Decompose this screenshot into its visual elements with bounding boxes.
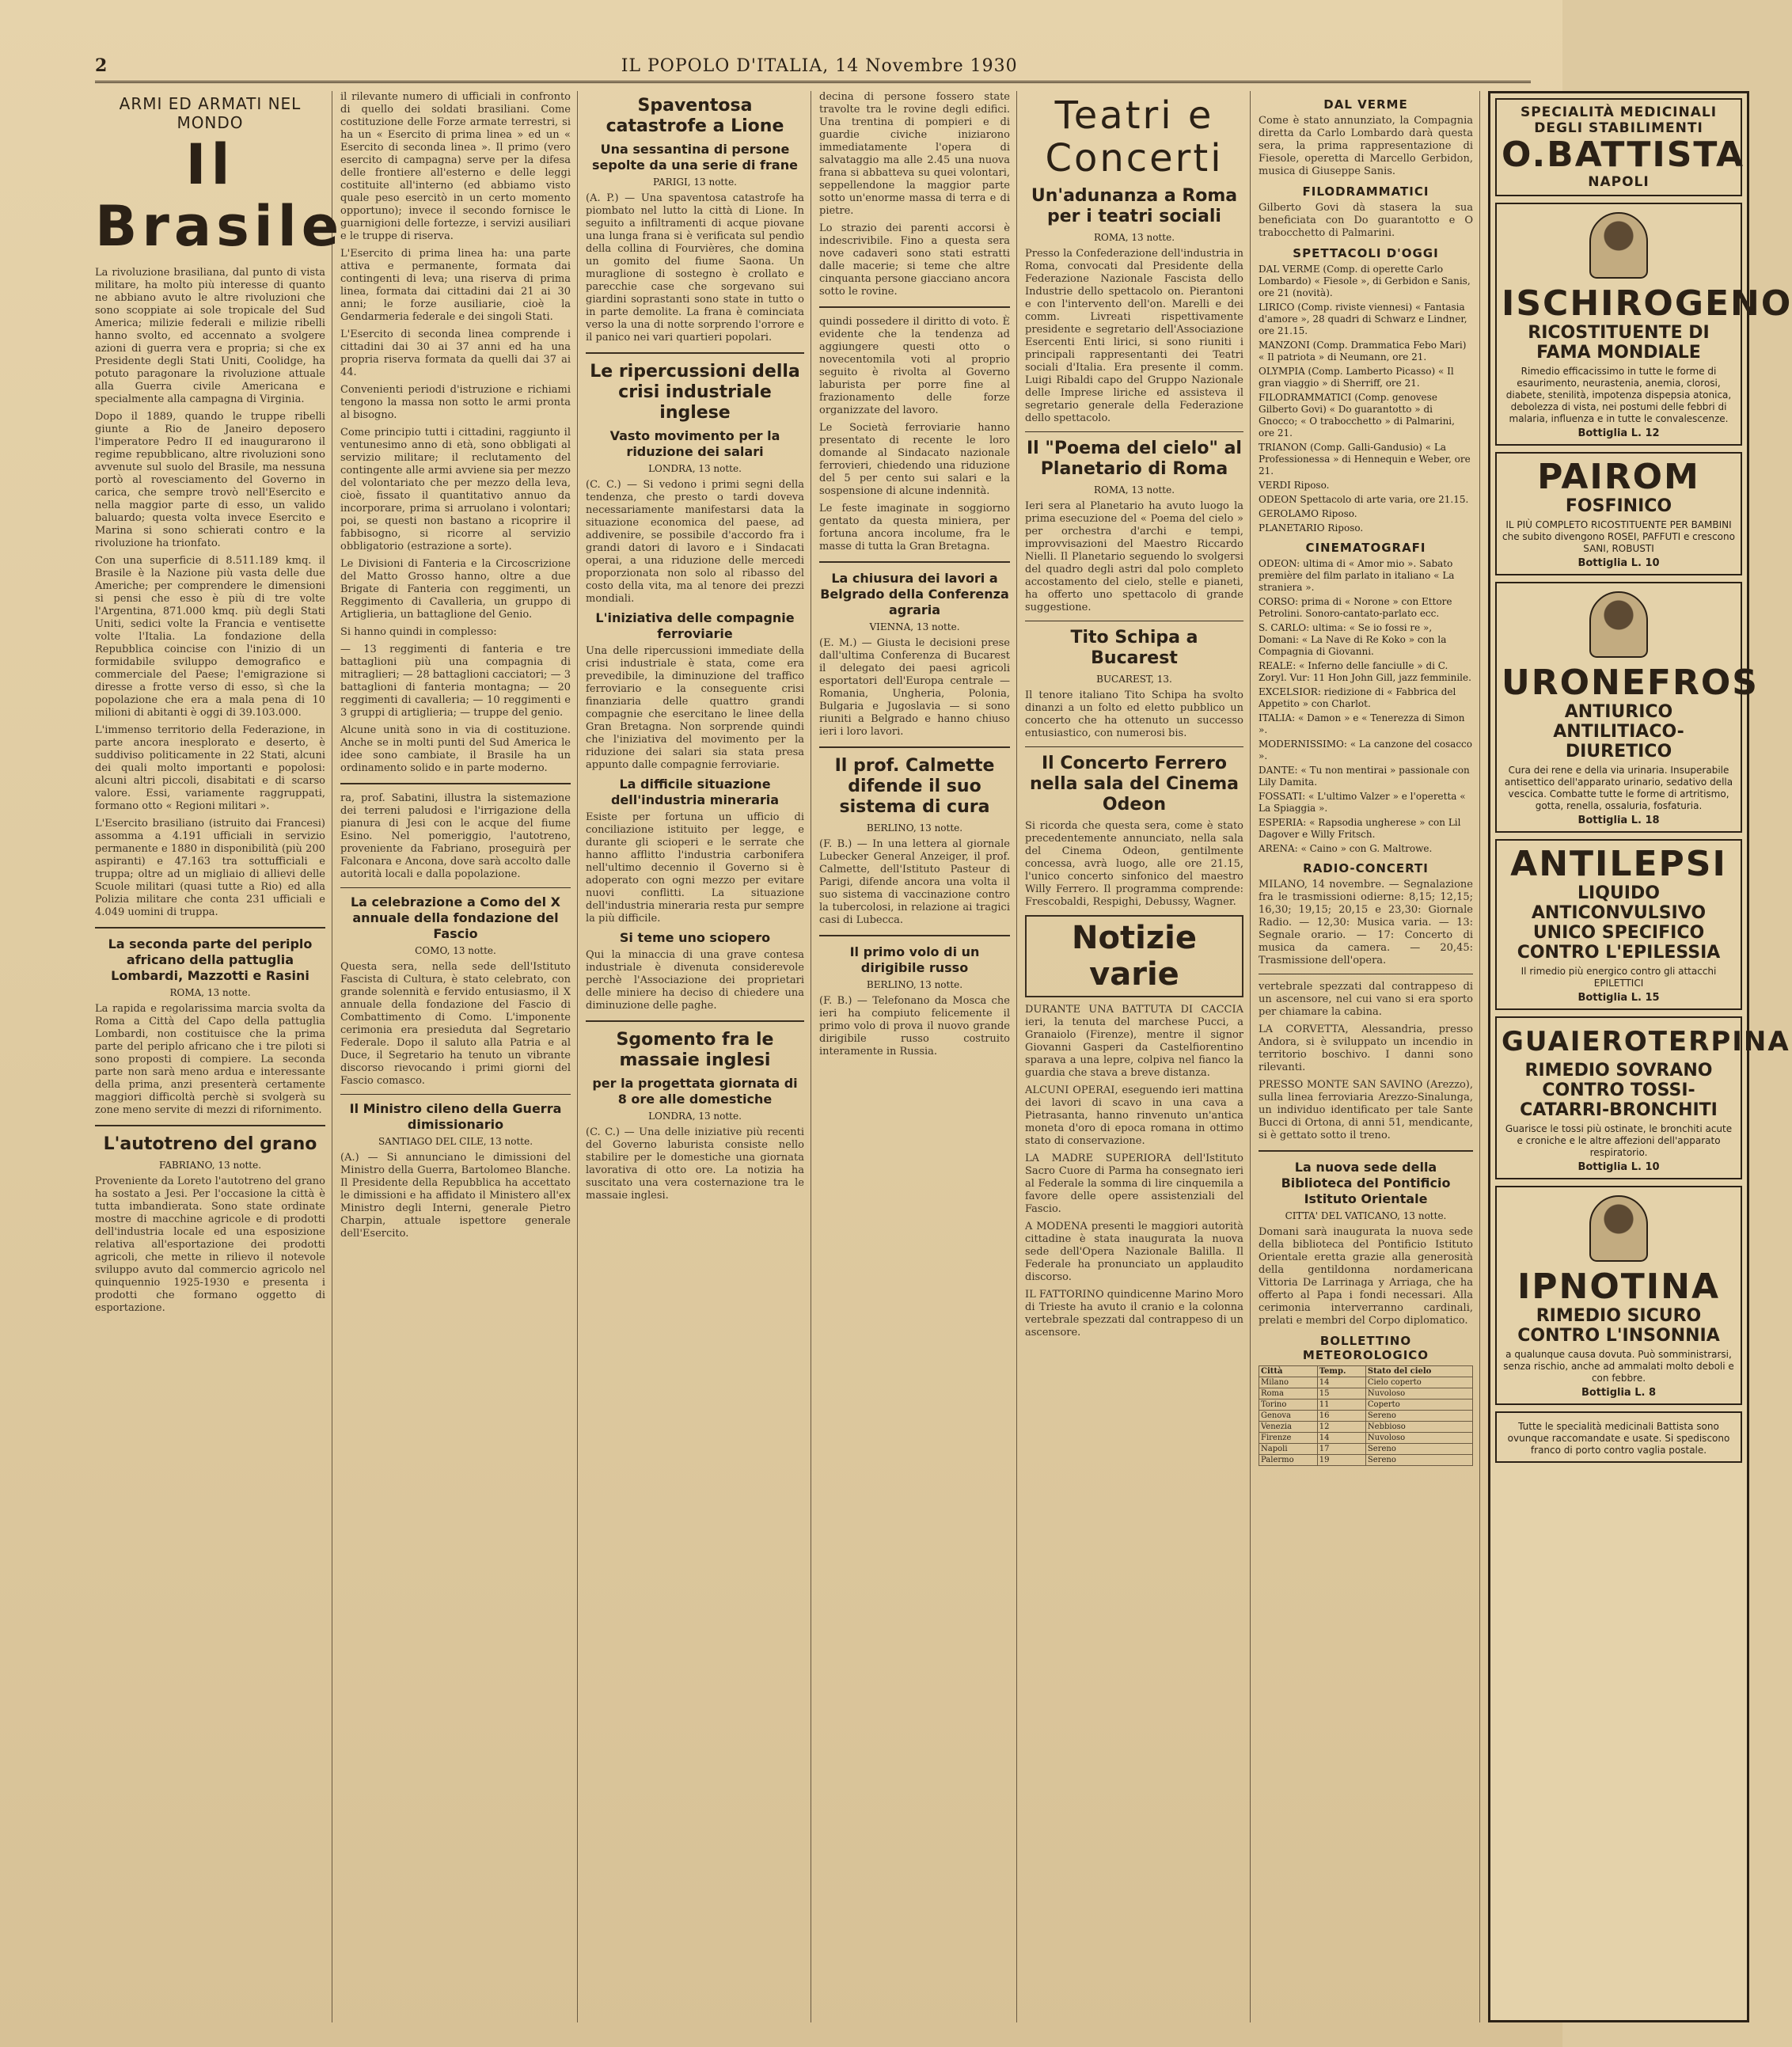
dateline: BERLINO, 13 notte. — [866, 979, 963, 990]
article-paragraph: Gilberto Govi dà stasera la sua beneficiata con Do guarantotto e O trabocchetto di Palmarini. — [1259, 202, 1473, 239]
ad-ischirogeno — [1495, 203, 1792, 446]
ad-tagline: ANTIURICO ANTILITIACO-DIURETICO — [1553, 702, 1684, 761]
article-paragraph: L'Esercito di prima linea ha: una parte attiva e permanente, formata dai contingenti di leva; una riserva di prima linea, formata dai cittadini dai 21 ai 30 anni; le forze ausiliarie, cioè la Gendarmeria federale e dei singoli Stati. — [340, 248, 571, 323]
page-number: 2 — [95, 55, 108, 76]
show-listing: FILODRAMMATICI (Comp. genovese Gilberto Govi) « Do guarantotto » di Gnocco; « O trabocchetto » di Palmarini, ore 21. — [1259, 392, 1455, 439]
masthead — [95, 55, 1531, 83]
advertisement-column — [1488, 91, 1792, 2022]
article-headline: Il "Poema del cielo" al Planetario di Roma — [1027, 439, 1242, 479]
news-item: A MODENA presenti le maggiori autorità cittadine è stata inaugurata la nuova sede dell'Opera Nazionale Balilla. Il Federale ha pronunciato un applaudito discorso. — [1025, 1221, 1243, 1283]
dateline: LONDRA, 13 notte. — [648, 1111, 742, 1122]
unit-list: — 13 reggimenti di fanteria e tre battaglioni più una compagnia di mitraglieri; — 28 battaglioni cacciatori; — 3 battaglioni di fanteria montagna; — 20 reggimenti di cavalleria; — 10 reggimenti e 3 gruppi di artiglieria; — truppe del genio. — [340, 644, 571, 719]
divider — [586, 1020, 804, 1022]
show-listing: OLYMPIA (Comp. Lamberto Picasso) « Il gran viaggio » di Sherriff, ore 21. — [1259, 366, 1454, 389]
article-paragraph: Qui la minaccia di una grave contesa industriale è divenuta considerevole perchè l'Associazione dei proprietari delle miniere ha deciso di chiedere una diminuzione delle paghe. — [586, 949, 804, 1012]
article-subhead: Si hanno quindi in complesso: — [340, 626, 497, 638]
ad-tagline: RIMEDIO SOVRANO CONTRO TOSSI-CATARRI-BRONCHITI — [1520, 1061, 1718, 1120]
article-paragraph: (F. B.) — In una lettera al giornale Lubecker General Anzeiger, il prof. Calmette, dell'Istituto Pasteur di Parigi, difende ancora una volta il suo sistema di vaccinazione contro la tubercolosi, in relazione ai tragici casi di Lubecca. — [819, 838, 1010, 926]
news-item: PRESSO MONTE SAN SAVINO (Arezzo), sulla linea ferroviaria Arezzo-Sinalunga, un individuo identificato per tale Sante Bucci di Ortona, di anni 51, mendicante, si è gettato sotto il treno. — [1259, 1079, 1473, 1141]
column-6 — [1259, 91, 1480, 2022]
ad-price: Bottiglia L. 12 — [1577, 427, 1660, 439]
article-paragraph: decina di persone fossero state travolte tra le rovine degli edifici. Una trentina di pompieri e di guardie civiche iniziarono immediatamente l'opera di salvataggio ma alle 2.45 una nuova frana si abbatteva su quei volontari, seppellendone la maggior parte sotto un'enorme massa di terra e di pietre. — [819, 91, 1010, 217]
weather-cell: Sereno — [1365, 1455, 1472, 1466]
article-paragraph: Presso la Confederazione dell'industria in Roma, convocati dal Presidente della Federazione Nazionale Fascista dello Industrie dello spettacolo on. Pierantoni e con l'intervento dell'on. Marelli e dei comm. Livreati rispettivamente presidente e segretario dell'Associazione Esercenti Enti lirici, si sono riuniti i principali rappresentanti dei Teatri sociali d'Italia. Era presente il comm. Luigi Ribaldi capo del Gruppo Nazionale delle Imprese liriche ed assisteva il segretario generale della Federazione dello spettacolo. — [1025, 248, 1243, 424]
cinema-listing: ESPERIA: « Rapsodia ungherese » con Lil Dagover e Willy Fritsch. — [1259, 817, 1461, 840]
divider — [819, 306, 1010, 308]
divider — [819, 561, 1010, 563]
article-paragraph: (C. C.) — Una delle iniziative più recenti del Governo laburista consiste nello stabilire per le domestiche una giornata lavorativa di otto ore. La notizia ha suscitato una vera costernazione tra le massaie inglesi. — [586, 1126, 804, 1202]
weather-cell: Coperto — [1365, 1399, 1472, 1411]
article-paragraph: Come principio tutti i cittadini, raggiunto il ventunesimo anno di età, sono obbligati al servizio militare; il reclutamento del contingente alle armi avviene sia per mezzo del volontariato che per mezzo della leva, cioè, fissato il quantitativo annuo da incorporare, prima si arruolano i volontari; poi, se questi non bastano a ricoprire il fabbisogno, si ricorre al servizio obbligatorio (estrazione a sorte). — [340, 427, 571, 553]
weather-cell: Sereno — [1365, 1411, 1472, 1422]
weather-cell: Nuvoloso — [1365, 1433, 1472, 1444]
divider — [819, 746, 1010, 748]
article-headline: Il Brasile — [95, 132, 344, 259]
article-paragraph: Domani sarà inaugurata la nuova sede della biblioteca del Pontificio Istituto Orientale eretta grazie alla generosità della gentildonna nordamericana Vittoria De Larrinaga y Arriaga, che ha offerto al Papa i fondi necessari. Alla cerimonia interverranno cardinali, prelati e membri del Corpo diplomatico. — [1259, 1226, 1473, 1327]
ad-pairom — [1495, 452, 1742, 575]
news-item: LA MADRE SUPERIORA dell'Istituto Sacro Cuore di Parma ha consegnato ieri al Federale la somma di lire cinquemila a favore delle opere assistenziali del Fascio. — [1025, 1153, 1243, 1215]
cinema-listing: ITALIA: « Damon » e « Tenerezza di Simon ». — [1259, 712, 1465, 735]
weather-cell: 14 — [1317, 1377, 1365, 1388]
column-5 — [1025, 91, 1251, 2022]
article-headline: Spaventosa catastrofe a Lione — [606, 96, 784, 136]
show-listing: TRIANON (Comp. Galli-Gandusio) « La Professionessa » di Hennequin e Weber, ore 21. — [1259, 442, 1471, 477]
section-title: Notizie varie — [1025, 915, 1243, 997]
column-3 — [586, 91, 811, 2022]
cinema-listing: CORSO: prima di « Norone » con Ettore Petrolini. Sonoro-cantato-parlato ecc. — [1259, 596, 1452, 619]
portrait-illustration — [1589, 591, 1648, 658]
weather-cell: Roma — [1259, 1388, 1318, 1399]
ad-brand: PAIROM — [1537, 457, 1700, 497]
cinema-listing: REALE: « Inferno delle fanciulle » di C. Zoryl. Vur: 11 Hon John Gill, jazz femminile. — [1259, 660, 1471, 683]
ad-battista-header — [1495, 98, 1745, 196]
cinema-listing: DANTE: « Tu non mentirai » passionale con Lily Damita. — [1259, 765, 1470, 788]
dateline: BUCAREST, 13. — [1096, 674, 1172, 685]
ad-price: Bottiglia L. 8 — [1581, 1387, 1657, 1399]
dateline: VIENNA, 13 notte. — [869, 621, 960, 632]
article-paragraph: Come è stato annunziato, la Compagnia diretta da Carlo Lombardo darà questa sera, la prima rappresentazione di Fiesole, operetta di Marcello Gerbidon, musica di Giuseppe Sanis. — [1259, 115, 1473, 177]
article-subheadline: Vasto movimento per la riduzione dei salari — [609, 428, 780, 459]
weather-header-cell: Città — [1259, 1366, 1318, 1377]
ad-line: SPECIALITÀ MEDICINALI — [1520, 104, 1718, 120]
dateline: COMO, 13 notte. — [415, 945, 496, 956]
weather-header-cell: Temp. — [1317, 1366, 1365, 1377]
weather-cell: Milano — [1259, 1377, 1318, 1388]
weather-header-cell: Stato del cielo — [1365, 1366, 1472, 1377]
article-paragraph: quindi possedere il diritto di voto. È evidente che la tendenza ad aggiungere questi otto o novecentomila voti al proprio seguito è rivolta al Governo laburista per porre fine al frazionamento delle forze organizzate del lavoro. — [819, 316, 1010, 416]
cinema-listing: EXCELSIOR: riedizione di « Fabbrica del Appetito » con Charlot. — [1259, 686, 1456, 709]
dateline: ROMA, 13 notte. — [1093, 484, 1175, 496]
weather-cell: 17 — [1317, 1444, 1365, 1455]
ad-antilepsi — [1495, 839, 1742, 1010]
dateline: LONDRA, 13 notte. — [648, 463, 742, 474]
cinema-listing: S. CARLO: ultima: « Se io fossi re », Domani: « La Nave di Re Koko » con la Compagnia di Giovanni. — [1259, 622, 1447, 657]
ad-footer-note — [1495, 1411, 1742, 1463]
listings-title: RADIO-CONCERTI — [1303, 861, 1429, 875]
ad-brand: ANTILEPSI — [1510, 844, 1727, 884]
weather-cell: Sereno — [1365, 1444, 1472, 1455]
weather-cell: 12 — [1317, 1422, 1365, 1433]
column-4 — [819, 91, 1017, 2022]
article-paragraph: Le Società ferroviarie hanno presentato di recente le loro domande al Sindacato nazionale ferrovieri, chiedendo una riduzione del 5 per cento sui salari e la sospensione di alcune indennità. — [819, 422, 1010, 497]
article-subhead: La difficile situazione dell'industria mineraria — [610, 777, 780, 807]
show-listing: PLANETARIO Riposo. — [1259, 522, 1364, 534]
ad-text: Rimedio efficacissimo in tutte le forme di esaurimento, neurastenia, anemia, clorosi, diabete, stenilità, impotenza dispepsia atonica, debolezza di vista, nei postumi delle febbri di malaria, influenza e in tutte le convalescenze. — [1505, 366, 1732, 424]
article-headline: Sgomento fra le massaie inglesi — [616, 1030, 774, 1070]
ad-price: Bottiglia L. 10 — [1577, 1161, 1660, 1173]
column-1 — [95, 91, 344, 2022]
ad-brand: O.BATTISTA — [1502, 135, 1745, 175]
ad-text: Il rimedio più energico contro gli attacchi EPILETTICI — [1521, 966, 1717, 989]
article-headline: Il primo volo di un dirigibile russo — [849, 944, 980, 975]
article-paragraph: Proveniente da Loreto l'autotreno del grano ha sostato a Jesi. Per l'occasione la città è tutta imbandierata. Sono state ordinate mostre di macchine agricole e di prodotti dell'industria locale ed una esposizione relativa all'esportazione dei prodotti agricoli, che mette in rilievo il notevole sviluppo avuto dal commercio agricolo nel quinquennio 1925-1930 e presenta i prodotti che formano oggetto di esportazione. — [95, 1175, 325, 1314]
shows-list — [1259, 264, 1473, 534]
ad-uronefros — [1495, 582, 1759, 833]
show-listing: MANZONI (Comp. Drammatica Febo Mari) « Il patriota » di Neumann, ore 21. — [1259, 340, 1467, 363]
weather-row — [1259, 1422, 1473, 1433]
ad-text: a qualunque causa dovuta. Può somministrarsi, senza rischio, anche ad ammalati molto deboli e con febbre. — [1503, 1349, 1734, 1384]
article-subheadline: Una sessantina di persone sepolte da una serie di frane — [592, 142, 798, 173]
divider — [586, 352, 804, 354]
article-paragraph: L'immenso territorio della Federazione, in parte ancora inesplorato e deserto, è suddiviso politicamente in 22 Stati, alcuni dei quali molto importanti e popolosi: alcuni altri piccoli, disabitati e di scarso valore. Essi, variamente raggruppati, formano otto « Regioni militari ». — [95, 724, 325, 812]
article-paragraph: L'Esercito di seconda linea comprende i cittadini dai 30 ai 37 anni ed ha una propria riserva formata da quelli dai 37 ai 44. — [340, 329, 571, 378]
article-paragraph: (A. P.) — Una spaventosa catastrofe ha piombato nel lutto la città di Lione. In seguito a infiltramenti di acque piovane una lunga frana si è verificata sul pendìo della collina di Fourvières, che domina un gomito del fiume Saona. Un muraglione di sostegno è crollato e parecchie case che sorgevano sui giardini soprastanti sono state in tutto o in parte demolite. La frana è cominciata verso la una di notte sorprendo l'orrore e il panico nei vari quartieri popolari. — [586, 192, 804, 344]
portrait-illustration — [1589, 212, 1648, 279]
weather-row — [1259, 1377, 1473, 1388]
ad-price: Bottiglia L. 18 — [1577, 815, 1660, 826]
article-headline: Il Concerto Ferrero nella sala del Cinema Odeon — [1029, 754, 1240, 815]
article-headline: Il Ministro cileno della Guerra dimissionario — [349, 1101, 562, 1132]
show-listing: GEROLAMO Riposo. — [1259, 508, 1357, 519]
show-listing: VERDI Riposo. — [1259, 480, 1330, 491]
ad-line: DEGLI STABILIMENTI — [1534, 120, 1703, 136]
article-paragraph: L'Esercito brasiliano (istruito dai Francesi) assomma a 4.191 ufficiali in servizio permanente e 1880 in disponibilità (più 200 aspiranti) e 47.163 tra sottufficiali e truppa; oltre ad un migliaio di allievi delle Scuole militari (quasi tutte a Rio) ed alla Polizia militare che conta 231 ufficiali e 4.049 uomini di truppa. — [95, 818, 325, 918]
weather-cell: Cielo coperto — [1365, 1377, 1472, 1388]
ad-guaieroterpina — [1495, 1016, 1790, 1179]
newspaper-title-date: IL POPOLO D'ITALIA, 14 Novembre 1930 — [621, 55, 1018, 76]
article-paragraph: Dopo il 1889, quando le truppe ribelli giunte a Rio de Janeiro deposero l'imperatore Pedro II ed inaugurarono il regime repubblicano, altre rivoluzioni sono avvenute sul suolo del Brasile, ma nessuna portò al rovesciamento del Governo in carica, che sempre trovò nell'Esercito e nella maggior parte di esso, un valido baluardo; questa volta invece Esercito e Marina si sono schierati contro e la rivoluzione ha trionfato. — [95, 411, 325, 549]
article-paragraph: Questa sera, nella sede dell'Istituto Fascista di Cultura, è stato celebrato, con grande solennità e fervido entusiasmo, il X annuale della fondazione del Fascio di Combattimento di Como. L'imponente cerimonia era presieduta dal Segretario Federale. Dopo il saluto alla Patria e al Duce, il Segretario ha tenuto un vibrante discorso rievocando i primi giorni del Fascio comasco. — [340, 961, 571, 1087]
weather-cell: Venezia — [1259, 1422, 1318, 1433]
theatre-title: DAL VERME — [1323, 97, 1408, 112]
weather-header-row — [1259, 1366, 1473, 1377]
article-headline: Le ripercussioni della crisi industriale inglese — [590, 362, 800, 423]
ad-tagline: RIMEDIO SICURO CONTRO L'INSONNIA — [1517, 1306, 1720, 1346]
ad-brand: GUAIEROTERPINA — [1502, 1026, 1790, 1058]
article-paragraph: La rapida e regolarissima marcia svolta da Roma a Città del Capo della pattuglia Lombardi, non costituisce che la prima parte del periplo africano che i tre piloti si sono proposti di compiere. La seconda parte non sarà meno ardua e interessante della prima, anzi presenterà certamente maggiori difficoltà perchè si svolgerà su zone meno servite di mezzi di rifornimento. — [95, 1003, 325, 1116]
divider — [340, 887, 571, 888]
divider — [1025, 431, 1243, 432]
dateline: BERLINO, 13 notte. — [866, 822, 963, 834]
weather-row — [1259, 1399, 1473, 1411]
article-headline: Il prof. Calmette difende il suo sistema di cura — [834, 756, 995, 817]
columns-grid — [95, 91, 1792, 2022]
article-paragraph: (A.) — Si annunciano le dimissioni del Ministro della Guerra, Bartolomeo Blanche. Il Presidente della Repubblica ha accettato le dimissioni e ha affidato il Ministero all'ex Ministro degli Interni, generale Pietro Charpin, attuale ispettore generale dell'Esercito. — [340, 1152, 571, 1240]
weather-cell: Napoli — [1259, 1444, 1318, 1455]
ad-tagline: RICOSTITUENTE DI FAMA MONDIALE — [1528, 323, 1710, 363]
ad-brand: IPNOTINA — [1517, 1267, 1721, 1307]
divider — [819, 935, 1010, 936]
divider — [340, 783, 571, 784]
ad-text: Cura dei rene e della via urinaria. Insuperabile antisettico dell'apparato urinario, sedativo della vescica. Combatte tutte le forme di artritismo, gotta, renella, ossaluria, fosfaturia. — [1504, 765, 1733, 811]
weather-cell: 16 — [1317, 1411, 1365, 1422]
weather-row — [1259, 1444, 1473, 1455]
news-item: IL FATTORINO quindicenne Marino Moro di Trieste ha avuto il cranio e la colonna vertebrale spezzati dal contrappeso di un ascensore. — [1025, 1289, 1243, 1339]
weather-cell: Nebbioso — [1365, 1422, 1472, 1433]
listings-title: SPETTACOLI D'OGGI — [1293, 246, 1439, 260]
weather-cell: 15 — [1317, 1388, 1365, 1399]
article-paragraph: il rilevante numero di ufficiali in confronto di quello dei soldati brasiliani. Come costituzione delle Forze armate terrestri, si ha un « Esercito di prima linea » ed un « Esercito di seconda linea ». Il primo (vero esercito di campagna) serve per la difesa delle frontiere all'esterno e delle leggi costituite all'interno (ed abbiamo visto quale peso esercitò in un certo momento opportuno); invece il secondo fornisce le guarnigioni delle fortezze, i servizi ausiliari e le truppe di riserva. — [340, 91, 571, 242]
article-paragraph: (E. M.) — Giusta le decisioni prese dall'ultima Conferenza di Bucarest il delegato dei paesi agricoli esportatori dell'Europa centrale — Romania, Ungheria, Polonia, Bulgaria e Jugoslavia — si sono riuniti a Belgrado e hanno chiuso ieri i loro lavori. — [819, 637, 1010, 738]
ad-brand: URONEFROS — [1502, 663, 1759, 703]
article-paragraph: Con una superficie di 8.511.189 kmq. il Brasile è la Nazione più vasta delle due Americhe; per comprendere le dimensioni si pensi che esso è più di tre volte l'Argentina, 871.000 kmq. più degli Stati Uniti, sedici volte la Francia e ventisette volte l'Italia. La fondazione della Repubblica coincise con l'inizio di un formidabile sviluppo demografico e commerciale del Paese; l'emigrazione si diresse a frotte verso di esso, sì che la popolazione che era a mala pena di 10 milioni di abitanti è oggi di 39.103.000. — [95, 555, 325, 719]
weather-cell: 19 — [1317, 1455, 1365, 1466]
show-listing: ODEON Spettacolo di arte varia, ore 21.15. — [1259, 494, 1469, 505]
article-paragraph: Le feste imaginate in soggiorno gentato da questa miniera, per fortuna ancora incolume, fra le masse di tutta la Gran Bretagna. — [819, 503, 1010, 553]
news-item: vertebrale spezzati dal contrappeso di un ascensore, nel cui vano si era sporto per chiamare la cabina. — [1259, 981, 1473, 1018]
news-item: ALCUNI OPERAI, eseguendo ieri mattina dei lavori di scavo in una cava a Pietrasanta, hanno rinvenuto un'antica moneta d'oro di epoca romana in ottimo stato di conservazione. — [1025, 1084, 1243, 1147]
weather-row — [1259, 1455, 1473, 1466]
divider — [1025, 746, 1243, 747]
cinema-listing: MODERNISSIMO: « La canzone del cosacco ». — [1259, 739, 1472, 761]
ad-tagline: FOSFINICO — [1565, 496, 1672, 516]
dateline: ROMA, 13 notte. — [169, 987, 251, 998]
article-paragraph: Il tenore italiano Tito Schipa ha svolto dinanzi a un folto ed eletto pubblico un concerto che ha ottenuto un successo entusiastico, con numerosi bis. — [1025, 689, 1243, 739]
radio-listing: MILANO, 14 novembre. — Segnalazione fra le trasmissioni odierne: 8,15; 12,15; 16,30; 19,15; 20,15 e 23,30: Giornale Radio. — 12,30: Musica varia. — 13: Segnale orario. — 17: Concerto di musica da camera. — 20,45: Trasmissione dell'opera. — [1259, 879, 1473, 967]
article-headline: L'autotreno del grano — [103, 1134, 317, 1154]
dateline: ROMA, 13 notte. — [1093, 232, 1175, 243]
listings-title: CINEMATOGRAFI — [1305, 541, 1426, 555]
divider — [1259, 1150, 1473, 1152]
news-item: LA CORVETTA, Alessandria, presso Andora, si è sviluppato un incendio in territorio boschivo. I danni sono rilevanti. — [1259, 1024, 1473, 1073]
ad-ipnotina — [1495, 1186, 1742, 1405]
weather-row — [1259, 1388, 1473, 1399]
divider — [95, 1125, 325, 1126]
ad-brand: ISCHIROGENO — [1502, 283, 1792, 324]
weather-table — [1259, 1365, 1473, 1466]
article-subheadline: per la progettata giornata di 8 ore alle domestiche — [592, 1076, 798, 1107]
column-2 — [340, 91, 578, 2022]
weather-row — [1259, 1433, 1473, 1444]
article-headline: Tito Schipa a Bucarest — [1070, 628, 1198, 668]
ad-text: Tutte le specialità medicinali Battista sono ovunque raccomandate e usate. Si spediscono franco di porto contro vaglia postale. — [1507, 1421, 1730, 1456]
article-paragraph: La rivoluzione brasiliana, dal punto di vista militare, ha molto più interesse di quanto ne abbiano avuto le altre rivoluzioni che sono scoppiate ai sole tropicale del Sud America; milizie federali e milizie ribelli hanno svolto, ed accennato a svolgere azioni di guerra vera e propria; si che ex Presidente degli Stati Uniti, Coolidge, ha potuto paragonare la rivoluzione attuale alla Guerra civile Americana e specialmente alla campagna di Virginia. — [95, 267, 325, 405]
cinema-list — [1259, 558, 1473, 855]
article-headline: La nuova sede della Biblioteca del Pontificio Istituto Orientale — [1281, 1160, 1451, 1206]
article-paragraph: ra, prof. Sabatini, illustra la sistemazione dei terreni paludosi e l'irrigazione della pianura di Jesi con le acque del fiume Esino. Nel pomeriggio, l'autotreno, proveniente da Fabriano, proseguirà per Falconara e Ancona, dove sarà accolto dalle autorità locali e dalla popolazione. — [340, 792, 571, 880]
divider — [340, 1094, 571, 1095]
article-paragraph: Convenienti periodi d'istruzione e richiami tengono la massa non sotto le armi pronta al bisogno. — [340, 384, 571, 421]
weather-cell: Torino — [1259, 1399, 1318, 1411]
article-headline: La seconda parte del periplo africano della pattuglia Lombardi, Mazzotti e Rasini — [108, 936, 313, 983]
ad-price: Bottiglia L. 10 — [1577, 557, 1660, 569]
article-paragraph: Una delle ripercussioni immediate della crisi industriale è stata, come era prevedibile, la diminuzione del traffico ferroviario e la conseguente crisi finanziaria delle quattro grandi compagnie che esercitano le linee della Gran Bretagna. Non sorprende quindi che l'iniziativa del movimento per la riduzione dei salari sia stata presa appunto dalle compagnie ferroviarie. — [586, 645, 804, 771]
divider — [95, 927, 325, 929]
ad-tagline: LIQUIDO ANTICONVULSIVO UNICO SPECIFICO CONTRO L'EPILESSIA — [1517, 883, 1721, 963]
article-paragraph: Lo strazio dei parenti accorsi è indescrivibile. Fino a questa sera nove cadaveri sono stati estratti dalle macerie; si teme che altre cinquanta persone giacciano ancora sotto le rovine. — [819, 222, 1010, 298]
weather-cell: Palermo — [1259, 1455, 1318, 1466]
weather-title: BOLLETTINO METEOROLOGICO — [1302, 1334, 1429, 1362]
weather-cell: 14 — [1317, 1433, 1365, 1444]
article-subhead: Si teme uno sciopero — [619, 930, 771, 945]
ad-price: Bottiglia L. 15 — [1577, 992, 1660, 1004]
article-paragraph: (C. C.) — Si vedono i primi segni della tendenza, che presto o tardi doveva necessariamente manifestarsi data la situazione economica del paese, ad addivenire, se possibile d'accordo fra i grandi datori di lavoro e i Sindacati operai, a una riduzione delle mercedi proporzionata non solo al ribasso del costo della vita, ma al tenore dei prezzi mondiali. — [586, 479, 804, 605]
news-item: DURANTE UNA BATTUTA DI CACCIA ieri, la tenuta del marchese Pucci, a Granaiolo (Firenze), mentre il signor Giovanni Gasperi da Castelfiorentino sparava a una lepre, colpiva nel fianco la guardia che stava a breve distanza. — [1025, 1004, 1243, 1079]
article-paragraph: Ieri sera al Planetario ha avuto luogo la prima esecuzione del « Poema del cielo » per orchestra d'archi e tempi, improvvisazioni del Maestro Riccardo Nielli. Il Planetario seguendo lo svolgersi del quadro degli astri dal polo completo accostamento del cielo, stelle e pianeti, ha offerto uno spettacolo di grande suggestione. — [1025, 500, 1243, 613]
section-title: Teatri e Concerti — [1045, 93, 1224, 180]
portrait-illustration — [1589, 1195, 1648, 1262]
ad-city: NAPOLI — [1588, 174, 1650, 190]
article-headline: La chiusura dei lavori a Belgrado della Conferenza agraria — [820, 571, 1009, 617]
cinema-listing: FOSSATI: « L'ultimo Valzer » e l'operetta « La Spiaggia ». — [1259, 791, 1466, 814]
article-kicker: ARMI ED ARMATI NEL MONDO — [119, 94, 302, 132]
dateline: FABRIANO, 13 notte. — [158, 1160, 262, 1171]
cinema-listing: ODEON: ultima di « Amor mio ». Sabato première del film parlato in italiano « La straniera ». — [1259, 558, 1455, 593]
article-subhead: L'iniziativa delle compagnie ferroviarie — [595, 610, 795, 641]
article-headline: La celebrazione a Como del X annuale della fondazione del Fascio — [350, 894, 560, 941]
ad-text: Guarisce le tossi più ostinate, le bronchiti acute e croniche e le altre affezioni dell'apparato respiratorio. — [1505, 1123, 1733, 1158]
weather-cell: Genova — [1259, 1411, 1318, 1422]
cinema-listing: ARENA: « Caino » con G. Maltrowe. — [1259, 843, 1433, 854]
article-paragraph: Si ricorda che questa sera, come è stato precedentemente annunciato, nella sala del Cinema Odeon, gentilmente concessa, avrà luogo, alle ore 21.15, l'unico concerto sinfonico del maestro Willy Ferrero. Il programma comprende: Frescobaldi, Respighi, Debussy, Wagner. — [1025, 820, 1243, 908]
article-paragraph: Esiste per fortuna un ufficio di conciliazione istituito per legge, e durante gli scioperi e le serrate che hanno afflitto l'industria carbonifera nell'ultimo decennio il Governo si è adoperato con ogni mezzo per evitare nuovi conflitti. La situazione dell'industria mineraria resta pur sempre la più difficile. — [586, 811, 804, 925]
show-listing: LIRICO (Comp. riviste viennesi) « Fantasia d'amore », 28 quadri di Schwarz e Lindner, ore 21.15. — [1259, 302, 1467, 336]
article-paragraph: Alcune unità sono in via di costituzione. Anche se in molti punti del Sud America le idee sono cambiate, il Brasile ha un ordinamento solido e in parte moderno. — [340, 724, 571, 774]
weather-row — [1259, 1411, 1473, 1422]
dateline: CITTA' DEL VATICANO, 13 notte. — [1285, 1210, 1447, 1221]
ad-text: IL PIÙ COMPLETO RICOSTITUENTE PER BAMBINI che subito divengono ROSEI, PAFFUTI e crescono SANI, ROBUSTI — [1502, 519, 1735, 554]
dateline: PARIGI, 13 notte. — [653, 177, 737, 188]
weather-cell: Firenze — [1259, 1433, 1318, 1444]
weather-cell: 11 — [1317, 1399, 1365, 1411]
article-headline: Un'adunanza a Roma per i teatri sociali — [1031, 186, 1238, 226]
article-paragraph: (F. B.) — Telefonano da Mosca che ieri ha compiuto felicemente il primo volo di prova il nuovo grande dirigibile russo costruito interamente in Russia. — [819, 995, 1010, 1058]
theatre-title: FILODRAMMATICI — [1302, 184, 1429, 199]
article-paragraph: Le Divisioni di Fanteria e la Circoscrizione del Matto Grosso hanno, oltre a due Brigate di Fanteria con reggimenti, un Reggimento di Cavalleria, un gruppo di Artiglieria, un battaglione del Genio. — [340, 558, 571, 621]
show-listing: DAL VERME (Comp. di operette Carlo Lombardo) « Fiesole », di Gerbidon e Sanis, ore 21 (novità). — [1259, 264, 1471, 298]
weather-cell: Nuvoloso — [1365, 1388, 1472, 1399]
dateline: SANTIAGO DEL CILE, 13 notte. — [378, 1136, 533, 1147]
